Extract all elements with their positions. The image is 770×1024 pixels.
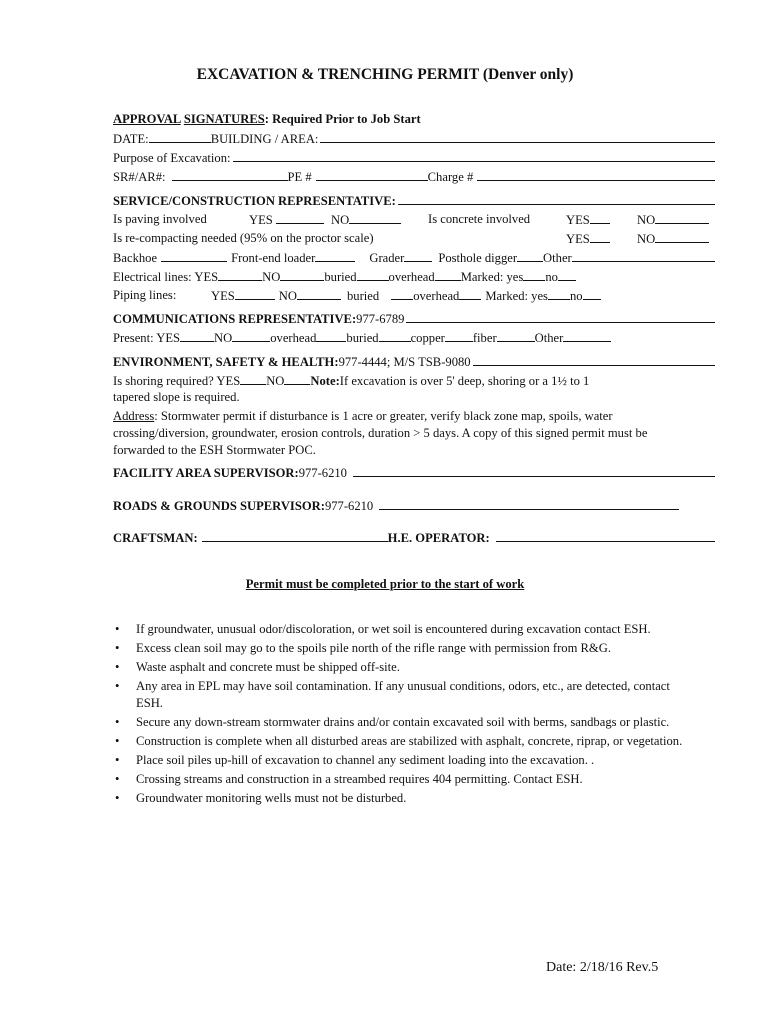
pe-label: PE # [287, 170, 312, 184]
facility-row: FACILITY AREA SUPERVISOR: 977-6210 [113, 464, 715, 481]
craftsman-field[interactable] [202, 529, 388, 542]
list-item: • Groundwater monitoring wells must not be disturbed. [115, 791, 407, 805]
list-item: • Secure any down-stream stormwater drains and/or contain excavated soil with berms, sandbags or plastic. [115, 715, 670, 729]
date-label: DATE: [113, 132, 149, 146]
paving-row [113, 211, 715, 228]
electrical-label: Electrical lines: YES [113, 270, 219, 284]
approval-heading: APPROVAL SIGNATURES: Required Prior to Job Start [113, 112, 421, 126]
purpose-row [113, 149, 715, 166]
shoring-yes-field[interactable] [240, 372, 266, 385]
paving-label: Is paving involved [113, 212, 207, 226]
esh-heading: ENVIRONMENT, SAFETY & HEALTH: [113, 355, 339, 369]
shoring-no-field[interactable] [284, 372, 310, 385]
backhoe-label: Backhoe [113, 251, 158, 265]
list-item: • Any area in EPL may have soil contamination. If any unusual conditions, odors, etc., are detected, contact ESH. [115, 679, 670, 710]
grader-field[interactable] [404, 249, 432, 262]
page-title: EXCAVATION & TRENCHING PERMIT (Denver only) [196, 66, 574, 83]
facility-signature-field[interactable] [353, 464, 715, 477]
list-item: • If groundwater, unusual odor/discoloration, or wet soil is encountered during excavation contact ESH. [115, 622, 651, 636]
building-label: BUILDING / AREA: [210, 132, 319, 146]
electrical-row: Electrical lines: YES NO buried overhead Marked: yes no [113, 268, 715, 285]
comm-rep-field[interactable] [406, 310, 715, 323]
esh-rep-field[interactable] [473, 353, 715, 366]
date-building-row [113, 130, 715, 147]
comm-heading: COMMUNICATIONS REPRESENTATIVE: [113, 312, 357, 326]
bullet-icon: • [115, 641, 120, 655]
concrete-label: Is concrete involved [428, 212, 531, 226]
pe-field[interactable] [316, 168, 428, 181]
other-equipment-field[interactable] [572, 249, 715, 262]
service-rep-field[interactable] [398, 192, 715, 205]
charge-field[interactable] [477, 168, 715, 181]
bullet-icon: • [115, 753, 120, 767]
purpose-field[interactable] [233, 149, 715, 162]
roads-signature-field[interactable] [379, 497, 679, 510]
list-item: • Construction is complete when all disturbed areas are stabilized with asphalt, concrete, riprap, or vegetation. [115, 734, 683, 748]
paving-no: NO [331, 211, 401, 229]
bullet-icon: • [115, 679, 120, 693]
completion-notice: Permit must be completed prior to the start of work [245, 577, 525, 591]
esh-phone: 977-4444; M/S TSB-9080 [338, 355, 471, 369]
concrete-yes: YES [566, 211, 610, 229]
other-equipment-label: Other [543, 251, 572, 265]
recompact-no: NO [637, 230, 709, 248]
comm-phone: 977-6789 [356, 312, 405, 326]
shoring-row: Is shoring required? YES NO Note: If excavation is over 5' deep, shoring or a 1½ to 1 [113, 374, 590, 388]
service-heading: SERVICE/CONSTRUCTION REPRESENTATIVE: [113, 194, 396, 208]
operator-field[interactable] [496, 529, 715, 542]
bullet-icon: • [115, 660, 120, 674]
building-field[interactable] [320, 130, 715, 143]
bullet-icon: • [115, 715, 120, 729]
list-item: • Crossing streams and construction in a streambed requires 404 permitting. Contact ESH. [115, 772, 583, 786]
date-field[interactable] [149, 130, 211, 143]
comm-heading-row [113, 310, 715, 327]
purpose-label: Purpose of Excavation: [113, 151, 231, 165]
address-paragraph: Address: Stormwater permit if disturbance is 1 acre or greater, verify black zone map, spoils, water crossing/diversion, groundwater, erosion controls, duration > 5 days. A copy of this signed permit must be forwarded to the ESH Stormwater POC. [113, 409, 648, 457]
list-item: • Waste asphalt and concrete must be shipped off-site. [115, 660, 400, 674]
equipment-row [113, 249, 715, 266]
recompact-label: Is re-compacting needed (95% on the proctor scale) [113, 231, 374, 245]
bullet-icon: • [115, 734, 120, 748]
list-item: • Place soil piles up-hill of excavation to channel any sediment loading into the excavation. . [115, 753, 595, 767]
rules-list [113, 621, 683, 809]
piping-label: Piping lines: [113, 288, 177, 302]
revision-date: Date: 2/18/16 Rev.5 [546, 960, 659, 975]
bullet-icon: • [115, 622, 120, 636]
roads-row: ROADS & GROUNDS SUPERVISOR: 977-6210 [113, 497, 679, 514]
piping-row: Piping lines: YES NO buried overhead Marked: yes no [113, 287, 715, 304]
frontend-label: Front-end loader [231, 251, 316, 265]
shoring-note-cont: tapered slope is required. [113, 390, 240, 404]
sr-pe-charge-row [113, 168, 715, 185]
bullet-icon: • [115, 791, 120, 805]
esh-heading-row [113, 353, 715, 370]
comm-present-row: Present: YES NO overhead buried copper fiber Other [113, 329, 715, 346]
sr-field[interactable] [172, 168, 288, 181]
grader-label: Grader [369, 251, 405, 265]
sr-label: SR#/AR#: [113, 170, 166, 184]
backhoe-field[interactable] [161, 249, 227, 262]
service-heading-row [113, 192, 715, 209]
recompact-row [113, 230, 715, 247]
frontend-field[interactable] [315, 249, 355, 262]
craftsman-row: CRAFTSMAN: H.E. OPERATOR: [113, 529, 715, 546]
posthole-label: Posthole digger [438, 251, 518, 265]
list-item: • Excess clean soil may go to the spoils pile north of the rifle range with permission from R&G. [115, 641, 611, 655]
posthole-field[interactable] [517, 249, 543, 262]
concrete-no: NO [637, 211, 709, 229]
paving-yes: YES [249, 211, 324, 229]
bullet-icon: • [115, 772, 120, 786]
charge-label: Charge # [427, 170, 474, 184]
recompact-yes: YES [566, 230, 610, 248]
